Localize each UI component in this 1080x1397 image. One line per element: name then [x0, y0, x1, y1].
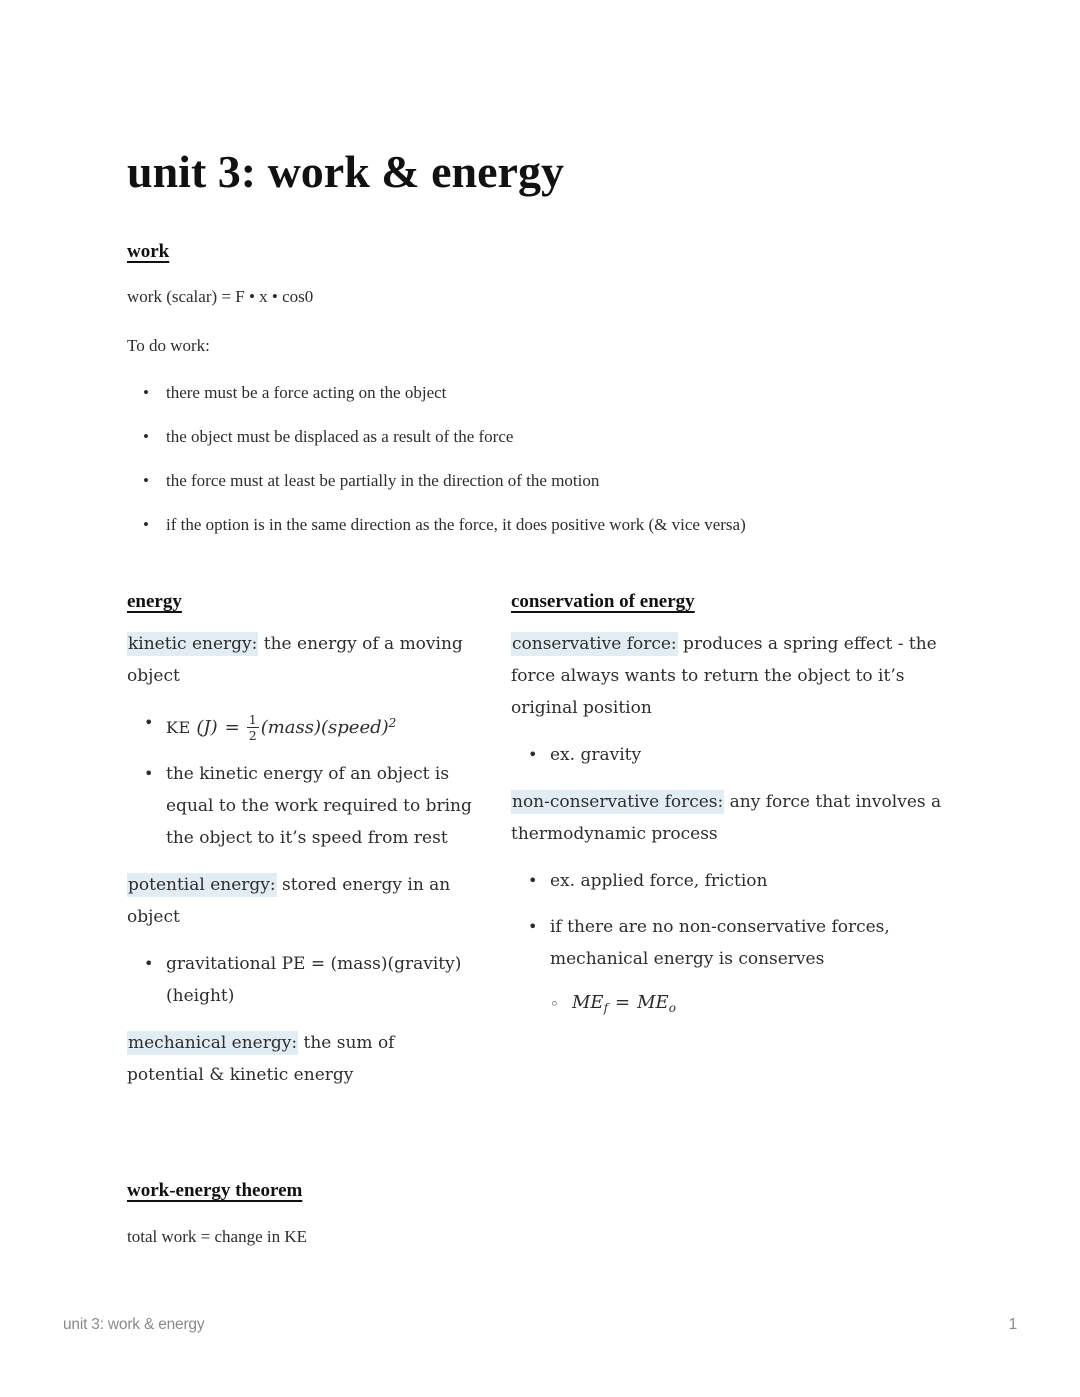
potential-energy-list	[127, 948, 473, 1012]
work-heading: work	[127, 240, 170, 262]
list-item: • the force must at least be partially in the direction of the motion	[166, 468, 953, 493]
highlighted-term: conservative force:	[512, 633, 677, 654]
energy-heading: energy	[127, 590, 182, 612]
nonconservative-force-definition	[511, 786, 954, 850]
list-item-text: if there are no non-conservative forces, mechanical energy is conserves	[550, 916, 890, 969]
definition-text: any force that involves a thermodynamic process	[511, 791, 942, 844]
footer-page-number: 1	[1008, 1316, 1017, 1333]
list-item-with-sublist	[550, 911, 954, 1024]
section-work-energy-theorem	[127, 1180, 953, 1249]
definition-text: produces a spring effect - the force always wants to return the object to it’s original position	[511, 633, 937, 718]
list-item: • the kinetic energy of an object is equal to the work required to bring the object to it’s speed from rest	[166, 758, 473, 854]
conservative-force-definition	[511, 628, 954, 724]
highlighted-term: kinetic energy:	[128, 633, 258, 654]
me-formula-item	[572, 987, 954, 1024]
section-energy	[127, 591, 473, 1104]
fraction-one-half: $\frac{1}{2}$	[248, 711, 257, 743]
mechanical-energy-definition	[127, 1027, 473, 1091]
ke-formula: KE (J) = $\frac{1}{2}$ (mass)(speed)$^2$	[166, 711, 397, 743]
page-footer	[63, 1316, 1017, 1334]
list-item: • gravitational PE = (mass)(gravity)(height)	[166, 948, 473, 1012]
list-item: • there must be a force acting on the object	[166, 380, 953, 405]
two-column-layout	[127, 591, 953, 1104]
nonconservative-force-list	[511, 865, 954, 1024]
ke-formula-item	[166, 707, 473, 744]
highlighted-term: mechanical energy:	[128, 1032, 298, 1053]
work-intro: To do work:	[127, 335, 210, 355]
list-item: • the object must be displaced as a result of the force	[166, 424, 953, 449]
me-formula: $ME_f = ME_o$	[572, 991, 676, 1015]
highlighted-term: non-conservative forces:	[512, 791, 724, 812]
work-energy-theorem-formula: total work = change in KE	[127, 1226, 308, 1246]
definition-text: stored energy in an object	[127, 874, 451, 927]
conservation-heading: conservation of energy	[511, 590, 695, 612]
work-formula: work (scalar) = F • x • cos0	[127, 286, 314, 306]
highlighted-term: potential energy:	[128, 874, 276, 895]
list-item: • ex. applied force, friction	[550, 865, 954, 897]
work-bullet-list	[127, 380, 953, 537]
list-item: • if the option is in the same direction as the force, it does positive work (& vice versa)	[166, 512, 953, 537]
sub-list	[550, 987, 954, 1024]
work-energy-theorem-heading: work-energy theorem	[127, 1179, 303, 1201]
conservative-force-list	[511, 739, 954, 771]
definition-text: the energy of a moving object	[127, 633, 463, 686]
definition-text: the sum of potential & kinetic energy	[127, 1032, 395, 1085]
kinetic-energy-list	[127, 707, 473, 854]
section-conservation	[511, 591, 954, 1104]
section-work	[127, 241, 953, 537]
page-title: unit 3: work & energy	[127, 146, 564, 197]
list-item: • ex. gravity	[550, 739, 954, 771]
potential-energy-definition	[127, 869, 473, 933]
footer-document-title: unit 3: work & energy	[63, 1316, 205, 1333]
kinetic-energy-definition	[127, 628, 473, 692]
